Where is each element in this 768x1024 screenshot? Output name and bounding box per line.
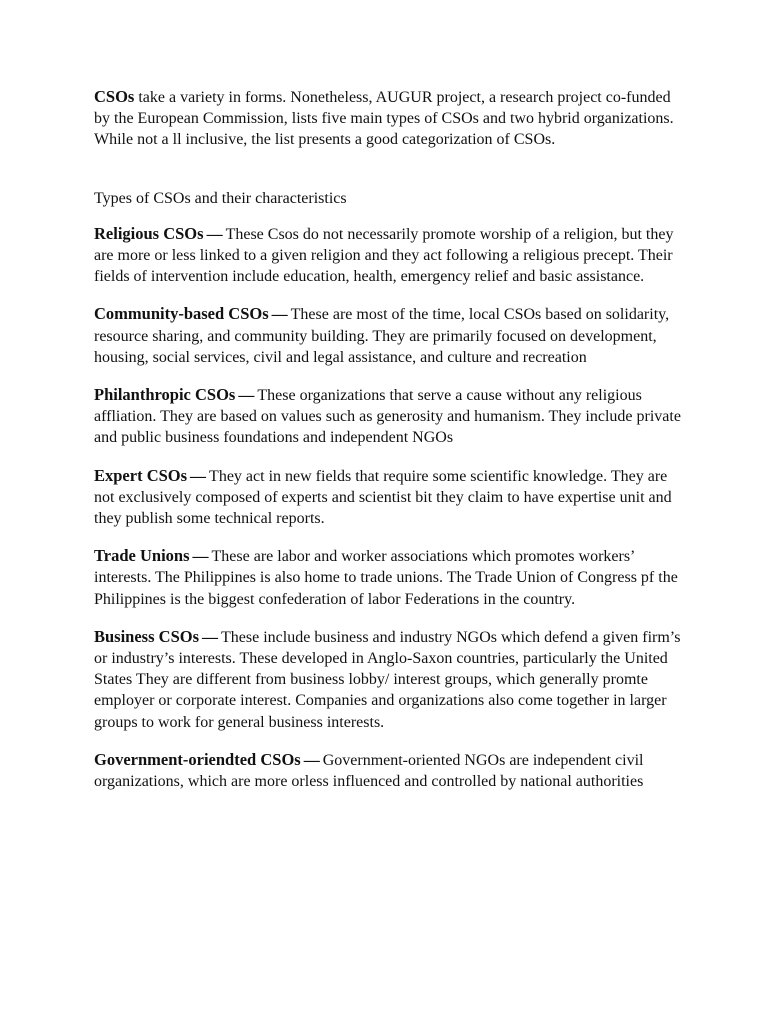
em-dash: — <box>192 548 209 566</box>
entry-religious <box>94 223 684 288</box>
entry-philanthropic <box>94 384 684 449</box>
em-dash: — <box>238 387 255 405</box>
section-title: Types of CSOs and their characteristics <box>94 189 347 207</box>
entry-text: These include business and industry NGOs which defend a given firm’s or industry’s interests. These developed in Anglo-Saxon countries, particularly the United States They are different from business lobby/ interest groups, which generally promte employer or corporate interest. Companies and organizations also come together in larger groups to work for general business interests. <box>94 628 681 731</box>
entry-government-oriented <box>94 749 684 792</box>
em-dash: — <box>271 306 288 324</box>
entry-expert <box>94 465 684 530</box>
em-dash: — <box>206 225 223 243</box>
intro-paragraph <box>94 86 684 151</box>
entry-community-based <box>94 303 684 368</box>
entry-term: Religious CSOs <box>94 223 204 243</box>
entry-term: Community-based CSOs <box>94 304 269 324</box>
entry-text: Government-oriented NGOs are independent civil organizations, which are more orless influenced and controlled by national authorities <box>94 751 644 791</box>
entry-text: These organizations that serve a cause without any religious affliation. They are based on values such as generosity and humanism. They include private and public business foundations and independent NGOs <box>94 387 681 447</box>
entry-text: These are most of the time, local CSOs based on solidarity, resource sharing, and community building. They are primarily focused on development, housing, social services, civil and legal assistance, and culture and recreation <box>94 306 670 366</box>
document-page <box>94 86 684 808</box>
entry-text: These Csos do not necessarily promote worship of a religion, but they are more or less linked to a given religion and they act following a religious precept. Their fields of intervention include education, health, emergency relief and basic assistance. <box>94 225 674 286</box>
em-dash: — <box>202 628 219 646</box>
intro-text: take a variety in forms. Nonetheless, AUGUR project, a research project co-funded by the European Commission, lists five main types of CSOs and two hybrid organizations. While not a ll inclusive, the list presents a good categorization of CSOs. <box>94 89 674 149</box>
entry-term: Government-oriendted CSOs <box>94 749 301 769</box>
entry-text: These are labor and worker associations which promotes workers’ interests. The Philippines is also home to trade unions. The Trade Union of Congress pf the Philippines is the biggest confederation of labor Federations in the country. <box>94 548 678 608</box>
entry-term: Expert CSOs <box>94 465 188 485</box>
entry-term: Business CSOs <box>94 626 200 646</box>
entry-term: Trade Unions <box>94 546 190 566</box>
entry-term: Philanthropic CSOs <box>94 385 236 405</box>
entry-business <box>94 626 684 733</box>
em-dash: — <box>190 467 207 485</box>
intro-lead-term: CSOs <box>94 87 135 106</box>
entry-trade-unions <box>94 545 684 610</box>
em-dash: — <box>303 751 320 769</box>
entry-text: They act in new fields that require some scientific knowledge. They are not exclusively composed of experts and scientist bit they claim to have expertise unit and they publish some technical reports. <box>94 467 672 528</box>
